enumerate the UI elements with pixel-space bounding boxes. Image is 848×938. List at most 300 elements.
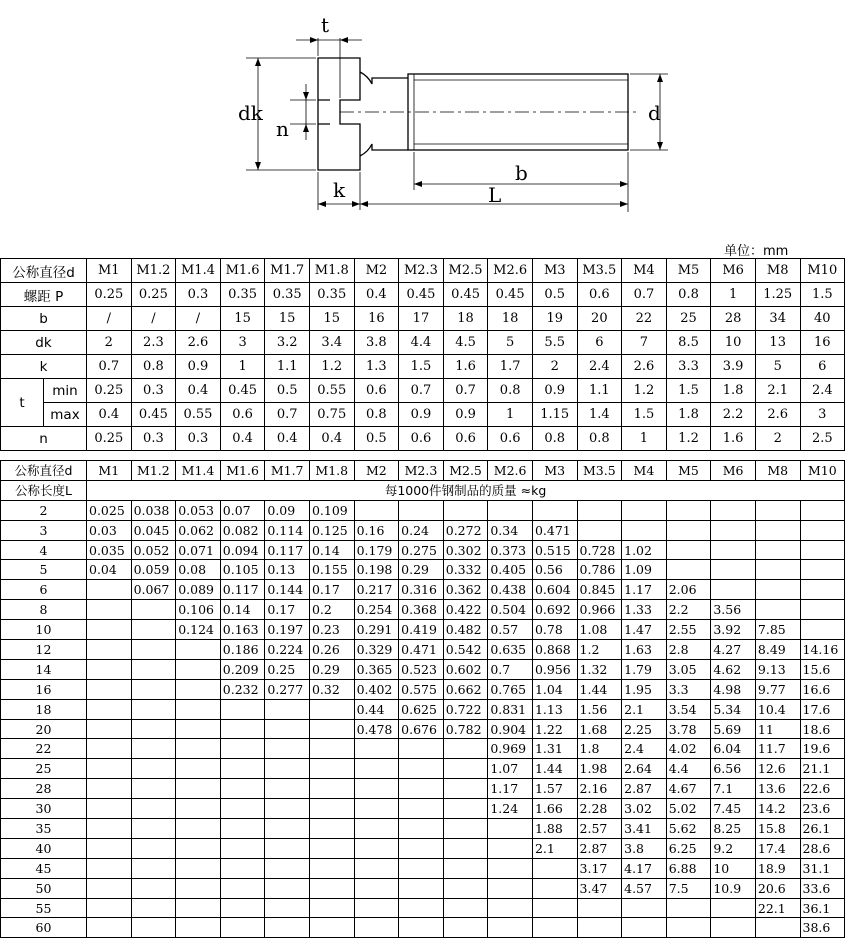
length-cell: 4	[1, 540, 87, 560]
mass-cell	[532, 878, 577, 898]
mass-cell: 8.49	[755, 640, 800, 660]
length-cell: 30	[1, 799, 87, 819]
dimension-row	[1, 403, 845, 427]
mass-cell: 0.635	[488, 640, 533, 660]
dimension-cell: 3.4	[309, 331, 354, 355]
mass-cell: 4.17	[622, 858, 667, 878]
mass-cell	[399, 799, 444, 819]
mass-cell	[711, 520, 756, 540]
dimension-cell: 0.4	[354, 283, 399, 307]
mass-cell	[220, 739, 265, 759]
dim-d-label: d	[648, 101, 661, 125]
mass-cell	[220, 878, 265, 898]
mass-cell: 13.6	[755, 779, 800, 799]
dimension-cell: 0.8	[666, 283, 711, 307]
mass-cell: 9.77	[755, 679, 800, 699]
mass-cell	[666, 500, 711, 520]
mass-cell: 0.109	[309, 500, 354, 520]
mass-cell: 0.478	[354, 719, 399, 739]
mass-cell: 4.67	[666, 779, 711, 799]
mass-cell	[443, 799, 488, 819]
mass-cell: 1.47	[622, 620, 667, 640]
mass-cell	[265, 819, 310, 839]
dimension-cell: 0.4	[220, 427, 265, 451]
mass-cell: 0.071	[176, 540, 221, 560]
mass-cell: 1.68	[577, 719, 622, 739]
dimension-cell: 1.1	[265, 355, 310, 379]
mass-cell: 0.373	[488, 540, 533, 560]
mass-cell: 0.038	[131, 500, 176, 520]
dimension-cell: 0.45	[399, 283, 444, 307]
mass-cell	[87, 739, 132, 759]
mass-cell: 0.291	[354, 620, 399, 640]
mass-cell: 0.082	[220, 520, 265, 540]
dimension-cell: /	[176, 307, 221, 331]
mass-cell: 0.2	[309, 600, 354, 620]
dimension-cell: 2.5	[800, 427, 845, 451]
mass-cell	[577, 898, 622, 918]
mass-cell: 3.92	[711, 620, 756, 640]
dimension-cell: 6	[577, 331, 622, 355]
mass-cell: 4.62	[711, 659, 756, 679]
size-header-cell: M1.4	[176, 259, 221, 283]
size-header-cell: M4	[622, 461, 667, 481]
nominal-length-header: 公称长度L	[1, 480, 87, 500]
mass-row	[1, 640, 845, 660]
mass-cell	[711, 918, 756, 938]
dimension-cell: 1.2	[666, 427, 711, 451]
mass-row	[1, 540, 845, 560]
mass-cell	[354, 799, 399, 819]
size-header-cell: M8	[755, 259, 800, 283]
mass-cell: 6.04	[711, 739, 756, 759]
dimension-cell: 0.4	[309, 427, 354, 451]
length-cell: 40	[1, 838, 87, 858]
mass-cell	[800, 600, 845, 620]
size-header-cell: M6	[711, 259, 756, 283]
size-header-cell: M10	[800, 259, 845, 283]
mass-cell: 0.144	[265, 580, 310, 600]
dimension-cell: 1.3	[354, 355, 399, 379]
mass-cell: 1.09	[622, 560, 667, 580]
mass-cell: 0.163	[220, 620, 265, 640]
mass-cell: 0.14	[220, 600, 265, 620]
mass-cell: 1.33	[622, 600, 667, 620]
mass-cell: 6.88	[666, 858, 711, 878]
mass-cell: 1.66	[532, 799, 577, 819]
mass-cell	[265, 739, 310, 759]
dimension-cell: 0.9	[399, 403, 444, 427]
dimension-cell: 1.7	[488, 355, 533, 379]
dimension-cell: 4.5	[443, 331, 488, 355]
dim-dk-label: dk	[238, 101, 263, 125]
mass-cell	[666, 560, 711, 580]
dimension-cell: 0.35	[265, 283, 310, 307]
dim-L-label: L	[488, 183, 502, 207]
dimension-cell: 18	[488, 307, 533, 331]
mass-cell: 0.062	[176, 520, 221, 540]
mass-cell: 0.329	[354, 640, 399, 660]
mass-cell	[309, 739, 354, 759]
mass-cell	[220, 779, 265, 799]
mass-cell	[443, 779, 488, 799]
mass-cell	[131, 699, 176, 719]
size-header-cell: M3.5	[577, 461, 622, 481]
dimension-cell: 0.3	[176, 283, 221, 307]
mass-cell: 15.6	[800, 659, 845, 679]
mass-cell: 0.44	[354, 699, 399, 719]
mass-cell: 3.3	[666, 679, 711, 699]
mass-cell: 0.316	[399, 580, 444, 600]
mass-cell: 26.1	[800, 819, 845, 839]
mass-cell: 0.29	[399, 560, 444, 580]
dimension-cell: 28	[711, 307, 756, 331]
mass-cell: 1.44	[532, 759, 577, 779]
mass-cell: 0.402	[354, 679, 399, 699]
dimension-cell: 1.6	[443, 355, 488, 379]
mass-cell: 0.966	[577, 600, 622, 620]
mass-cell: 22.6	[800, 779, 845, 799]
mass-cell: 0.232	[220, 679, 265, 699]
length-cell: 55	[1, 898, 87, 918]
mass-cell	[488, 918, 533, 938]
mass-cell: 0.197	[265, 620, 310, 640]
mass-cell: 5.69	[711, 719, 756, 739]
mass-cell: 7.85	[755, 620, 800, 640]
mass-cell	[711, 580, 756, 600]
mass-cell: 0.13	[265, 560, 310, 580]
mass-cell: 4.02	[666, 739, 711, 759]
mass-cell: 0.786	[577, 560, 622, 580]
mass-cell	[220, 759, 265, 779]
dimension-cell: 5.5	[532, 331, 577, 355]
mass-cell	[176, 699, 221, 719]
dimension-cell: 20	[577, 307, 622, 331]
mass-cell	[354, 898, 399, 918]
mass-cell: 5.34	[711, 699, 756, 719]
mass-cell	[354, 739, 399, 759]
mass-row	[1, 679, 845, 699]
mass-cell	[220, 898, 265, 918]
mass-cell: 16.6	[800, 679, 845, 699]
mass-cell	[131, 719, 176, 739]
mass-cell: 0.24	[399, 520, 444, 540]
mass-cell: 3.54	[666, 699, 711, 719]
mass-cell: 0.419	[399, 620, 444, 640]
mass-cell	[666, 520, 711, 540]
screw-dimension-drawing	[0, 0, 848, 236]
mass-row	[1, 560, 845, 580]
mass-cell: 3.41	[622, 819, 667, 839]
mass-cell: 2.1	[532, 838, 577, 858]
dimension-cell: 0.8	[532, 427, 577, 451]
mass-cell: 0.482	[443, 620, 488, 640]
mass-cell	[131, 659, 176, 679]
mass-cell: 0.089	[176, 580, 221, 600]
mass-cell	[755, 600, 800, 620]
mass-cell: 0.117	[220, 580, 265, 600]
dimension-cell: 2.3	[131, 331, 176, 355]
mass-cell	[443, 759, 488, 779]
mass-cell: 0.025	[87, 500, 132, 520]
mass-cell	[399, 819, 444, 839]
mass-cell: 1.32	[577, 659, 622, 679]
mass-cell: 0.07	[220, 500, 265, 520]
mass-cell	[443, 739, 488, 759]
dimension-cell: 2.6	[755, 403, 800, 427]
mass-cell	[131, 679, 176, 699]
mass-header-row	[1, 461, 845, 481]
mass-cell: 3.02	[622, 799, 667, 819]
mass-row	[1, 898, 845, 918]
mass-cell	[87, 679, 132, 699]
mass-cell: 22.1	[755, 898, 800, 918]
dimension-cell: 4.4	[399, 331, 444, 355]
mass-cell	[87, 878, 132, 898]
mass-cell	[309, 779, 354, 799]
dimension-cell: 15	[220, 307, 265, 331]
mass-cell: 0.124	[176, 620, 221, 640]
mass-cell: 3.47	[577, 878, 622, 898]
dimension-cell: 8.5	[666, 331, 711, 355]
length-cell: 18	[1, 699, 87, 719]
dimension-cell: 2.1	[755, 379, 800, 403]
mass-cell	[176, 759, 221, 779]
mass-cell: 1.24	[488, 799, 533, 819]
length-cell: 5	[1, 560, 87, 580]
mass-cell	[265, 699, 310, 719]
mass-cell	[176, 739, 221, 759]
length-cell: 25	[1, 759, 87, 779]
mass-cell	[309, 819, 354, 839]
mass-cell	[755, 918, 800, 938]
size-header-cell: M1.4	[176, 461, 221, 481]
length-cell: 12	[1, 640, 87, 660]
mass-cell: 1.13	[532, 699, 577, 719]
mass-cell: 0.365	[354, 659, 399, 679]
mass-cell	[87, 898, 132, 918]
mass-cell: 1.17	[622, 580, 667, 600]
mass-cell	[622, 898, 667, 918]
mass-cell	[265, 719, 310, 739]
mass-caption-row	[1, 480, 845, 500]
mass-cell: 1.56	[577, 699, 622, 719]
mass-cell: 2.1	[622, 699, 667, 719]
mass-cell	[87, 779, 132, 799]
mass-cell	[265, 858, 310, 878]
size-header-cell: M2.3	[399, 461, 444, 481]
mass-caption: 每1000件钢制品的质量 ≈kg	[87, 480, 845, 500]
size-header-cell: M10	[800, 461, 845, 481]
mass-cell: 20.6	[755, 878, 800, 898]
dimension-row	[1, 427, 845, 451]
mass-cell	[443, 858, 488, 878]
dimension-cell: 1.25	[755, 283, 800, 307]
mass-cell: 0.052	[131, 540, 176, 560]
dimension-cell: 1.15	[532, 403, 577, 427]
unit-label: 单位：mm	[724, 244, 789, 259]
mass-cell	[399, 759, 444, 779]
mass-cell: 0.34	[488, 520, 533, 540]
mass-cell: 0.275	[399, 540, 444, 560]
mass-cell: 0.094	[220, 540, 265, 560]
mass-cell: 3.78	[666, 719, 711, 739]
dimension-cell: 0.3	[131, 427, 176, 451]
size-header-cell: M1.7	[265, 259, 310, 283]
mass-cell: 0.604	[532, 580, 577, 600]
mass-cell	[354, 819, 399, 839]
mass-cell	[131, 620, 176, 640]
mass-cell	[176, 640, 221, 660]
dimension-cell: 1.4	[577, 403, 622, 427]
mass-cell	[577, 520, 622, 540]
mass-cell	[265, 759, 310, 779]
dimension-cell: 3	[220, 331, 265, 355]
mass-cell: 2.57	[577, 819, 622, 839]
mass-cell: 1.44	[577, 679, 622, 699]
dimension-cell: 34	[755, 307, 800, 331]
mass-cell	[711, 500, 756, 520]
length-cell: 60	[1, 918, 87, 938]
dimension-cell: 1	[711, 283, 756, 307]
mass-cell	[443, 898, 488, 918]
mass-cell: 0.053	[176, 500, 221, 520]
size-header-cell: M8	[755, 461, 800, 481]
mass-cell	[309, 719, 354, 739]
mass-cell	[800, 540, 845, 560]
length-cell: 8	[1, 600, 87, 620]
mass-row	[1, 918, 845, 938]
dimension-cell: 0.25	[87, 379, 132, 403]
mass-cell	[176, 898, 221, 918]
mass-cell: 0.602	[443, 659, 488, 679]
dimension-cell: 17	[399, 307, 444, 331]
mass-cell: 23.6	[800, 799, 845, 819]
mass-cell	[309, 878, 354, 898]
mass-cell: 1.79	[622, 659, 667, 679]
dimension-cell: 0.45	[443, 283, 488, 307]
dimension-cell: 1.8	[711, 379, 756, 403]
mass-cell: 2.06	[666, 580, 711, 600]
dimension-cell: 2	[755, 427, 800, 451]
mass-cell: 6.56	[711, 759, 756, 779]
dimension-row-label: dk	[1, 331, 87, 355]
mass-cell	[800, 560, 845, 580]
dimension-cell: 25	[666, 307, 711, 331]
mass-cell: 33.6	[800, 878, 845, 898]
dimension-row-label: 螺距 P	[1, 283, 87, 307]
mass-cell: 0.765	[488, 679, 533, 699]
dimension-cell: 0.7	[399, 379, 444, 403]
dimension-row	[1, 331, 845, 355]
dimension-cell: 0.7	[87, 355, 132, 379]
dimension-cell: 7	[622, 331, 667, 355]
dimension-cell: 0.6	[354, 379, 399, 403]
nominal-diameter-header: 公称直径d	[1, 461, 87, 481]
mass-cell: 1.17	[488, 779, 533, 799]
dimension-row	[1, 355, 845, 379]
mass-cell: 3.05	[666, 659, 711, 679]
mass-cell: 0.045	[131, 520, 176, 540]
size-header-cell: M2	[354, 259, 399, 283]
dimension-row-label: n	[1, 427, 87, 451]
mass-cell: 0.368	[399, 600, 444, 620]
mass-cell	[131, 819, 176, 839]
dimension-cell: 0.6	[577, 283, 622, 307]
size-header-cell: M2	[354, 461, 399, 481]
mass-cell: 0.676	[399, 719, 444, 739]
mass-cell: 0.504	[488, 600, 533, 620]
mass-cell: 9.2	[711, 838, 756, 858]
dimension-cell: 15	[309, 307, 354, 331]
mass-cell: 0.32	[309, 679, 354, 699]
mass-cell: 0.14	[309, 540, 354, 560]
mass-cell	[265, 779, 310, 799]
mass-cell: 2.25	[622, 719, 667, 739]
mass-cell	[532, 898, 577, 918]
dimension-cell: 0.6	[443, 427, 488, 451]
mass-cell: 0.17	[309, 580, 354, 600]
dimension-cell: 0.8	[577, 427, 622, 451]
mass-cell: 0.575	[399, 679, 444, 699]
mass-cell	[176, 878, 221, 898]
mass-cell	[622, 520, 667, 540]
mass-cell	[532, 858, 577, 878]
mass-cell	[354, 918, 399, 938]
mass-row	[1, 699, 845, 719]
mass-cell	[131, 838, 176, 858]
mass-cell	[443, 838, 488, 858]
dimension-cell: 1	[622, 427, 667, 451]
mass-cell	[755, 540, 800, 560]
dimension-cell: 0.45	[488, 283, 533, 307]
dimension-cell: 0.7	[443, 379, 488, 403]
mass-cell	[131, 918, 176, 938]
dimension-cell: 2.2	[711, 403, 756, 427]
mass-cell	[755, 560, 800, 580]
mass-cell: 0.868	[532, 640, 577, 660]
mass-cell: 0.224	[265, 640, 310, 660]
length-cell: 50	[1, 878, 87, 898]
dimension-cell: 0.35	[309, 283, 354, 307]
mass-cell: 0.956	[532, 659, 577, 679]
dimension-cell: 1.1	[577, 379, 622, 403]
mass-cell: 0.035	[87, 540, 132, 560]
mass-cell: 0.662	[443, 679, 488, 699]
mass-cell: 8.25	[711, 819, 756, 839]
mass-cell	[309, 838, 354, 858]
mass-row	[1, 858, 845, 878]
mass-cell	[666, 540, 711, 560]
dimension-cell: 5	[755, 355, 800, 379]
mass-cell: 0.26	[309, 640, 354, 660]
size-header-cell: M1.8	[309, 259, 354, 283]
mass-cell: 2.64	[622, 759, 667, 779]
mass-cell	[176, 918, 221, 938]
mass-cell	[265, 898, 310, 918]
dimension-cell: 0.6	[488, 427, 533, 451]
dimension-cell: 0.4	[87, 403, 132, 427]
mass-cell	[755, 500, 800, 520]
mass-cell	[131, 898, 176, 918]
mass-cell	[577, 500, 622, 520]
mass-cell	[131, 640, 176, 660]
mass-cell	[354, 838, 399, 858]
dimension-cell: 0.7	[622, 283, 667, 307]
dimension-cell: 3.2	[265, 331, 310, 355]
mass-cell: 4.57	[622, 878, 667, 898]
dimension-cell: 3	[800, 403, 845, 427]
